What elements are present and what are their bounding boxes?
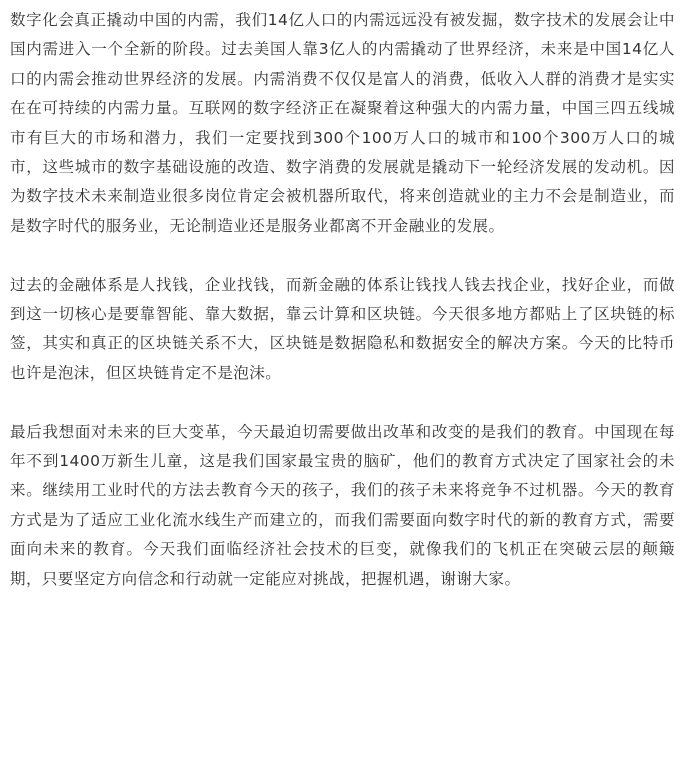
paragraph-education: 最后我想面对未来的巨大变革，今天最迫切需要做出改革和改变的是我们的教育。中国现在每年不到1400万新生儿童，这是我们国家最宝贵的脑矿，他们的教育方式决定了国家社会的未来。继续用工业时代的方法去教育今天的孩子，我们的孩子未来将竞争不过机器。今天的教育方式是为了适应工业化流水线生产而建立的，而我们需要面向数字时代的新的教育方式，需要面向未来的教育。今天我们面临经济社会技术的巨变，就像我们的飞机正在突破云层的颠簸期，只要坚定方向信念和行动就一定能应对挑战，把握机遇，谢谢大家。 xyxy=(10,422,675,588)
paragraph-digital-economy: 数字化会真正撬动中国的内需，我们14亿人口的内需远远没有被发掘，数字技术的发展会让中国内需进入一个全新的阶段。过去美国人靠3亿人的内需撬动了世界经济，未来是中国14亿人口的内需会推动世界经济的发展。内需消费不仅仅是富人的消费，低收入人群的消费才是实实在在可持续的内需力量。互联网的数字经济正在凝聚着这种强大的内需力量，中国三四五线城市有巨大的市场和潜力，我们一定要找到300个100万人口的城市和100个300万人口的城市，这些城市的数字基础设施的改造、数字消费的发展就是撬动下一轮经济发展的发动机。因为数字技术未来制造业很多岗位肯定会被机器所取代，将来创造就业的主力不会是制造业，而是数字时代的服务业，无论制造业还是服务业都离不开金融业的发展。 xyxy=(10,11,675,235)
paragraph-finance-blockchain: 过去的金融体系是人找钱，企业找钱，而新金融的体系让钱找人钱去找企业，找好企业，而做到这一切核心是要靠智能、靠大数据，靠云计算和区块链。今天很多地方都贴上了区块链的标签，其实和真正的区块链关系不大，区块链是数据隐私和数据安全的解决方案。今天的比特币也许是泡沫，但区块链肯定不是泡沫。 xyxy=(10,275,675,382)
